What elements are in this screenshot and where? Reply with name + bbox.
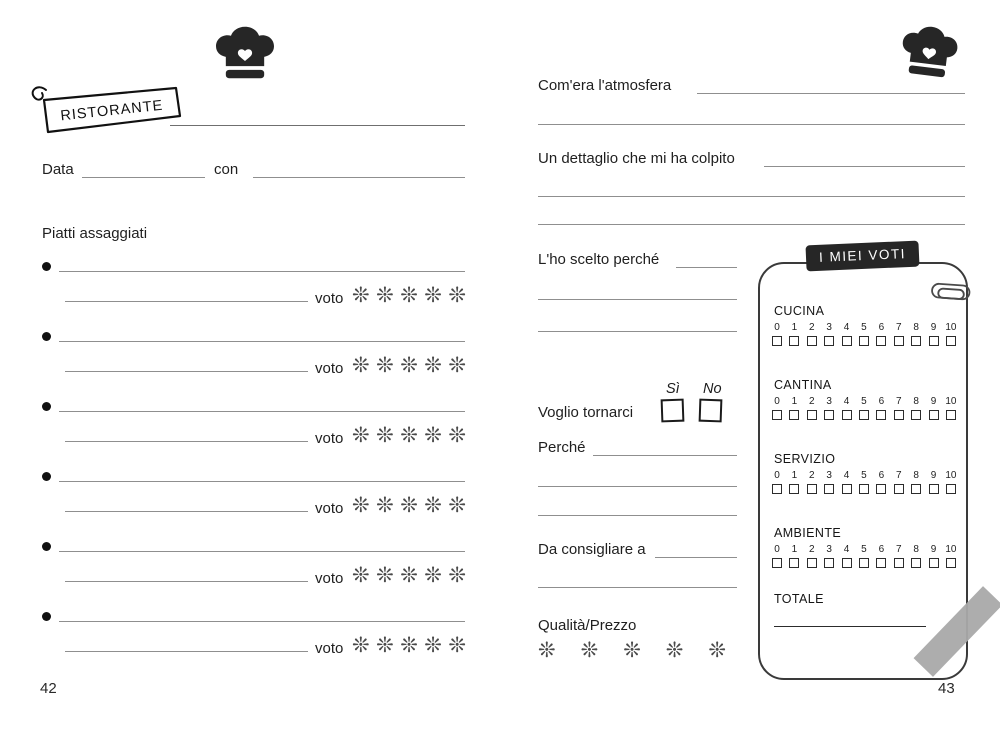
ristorante-banner — [28, 82, 183, 144]
scale-cell — [910, 396, 922, 420]
paperclip-icon — [929, 280, 973, 310]
perche-label: Perché — [538, 439, 586, 456]
scale-number: 1 — [791, 322, 798, 333]
scale-cell — [823, 396, 835, 420]
star-icon[interactable]: ❊ — [580, 639, 599, 662]
star-icon[interactable]: ❊ — [448, 634, 466, 657]
scale-cell — [823, 322, 835, 346]
atmosfera-writing-line[interactable] — [538, 124, 965, 125]
ambiente-scale — [771, 544, 957, 568]
no-checkbox[interactable] — [699, 399, 723, 423]
vote-checkbox[interactable] — [894, 484, 904, 494]
vote-checkbox[interactable] — [824, 410, 834, 420]
voto-label: voto — [315, 360, 344, 377]
scale-number: 3 — [826, 322, 832, 333]
vote-checkbox[interactable] — [876, 558, 886, 568]
voto-label: voto — [315, 570, 344, 587]
dish-writing-line[interactable] — [65, 511, 308, 512]
scale-number: 7 — [895, 396, 902, 407]
piatti-assaggiati-label: Piatti assaggiati — [42, 225, 148, 242]
dish-entry — [42, 254, 465, 324]
page-number-right: 43 — [938, 680, 955, 697]
scale-number: 6 — [878, 322, 885, 333]
vote-checkbox[interactable] — [946, 558, 956, 568]
vote-checkbox[interactable] — [876, 336, 886, 346]
vote-checkbox[interactable] — [946, 484, 956, 494]
scale-number: 6 — [878, 470, 885, 481]
bullet-icon — [42, 612, 51, 621]
consigliare-writing-line[interactable] — [655, 557, 737, 558]
scelto-writing-line[interactable] — [676, 267, 737, 268]
atmosfera-writing-line[interactable] — [697, 93, 965, 94]
vote-checkbox[interactable] — [929, 558, 939, 568]
vote-checkbox[interactable] — [929, 484, 939, 494]
scale-number: 8 — [913, 470, 919, 481]
scale-number: 8 — [913, 396, 919, 407]
scale-number: 5 — [861, 470, 867, 481]
bullet-icon — [42, 332, 51, 341]
dettaglio-writing-line[interactable] — [538, 196, 965, 197]
scale-number: 5 — [861, 322, 867, 333]
scale-cell — [893, 544, 905, 568]
cantina-scale — [771, 396, 957, 420]
scale-number: 0 — [774, 396, 780, 407]
qualita-stars — [538, 640, 726, 661]
vote-checkbox[interactable] — [772, 484, 782, 494]
scale-number: 2 — [809, 396, 815, 407]
star-icon[interactable]: ❊ — [400, 564, 418, 587]
vote-checkbox[interactable] — [824, 336, 834, 346]
scale-number: 1 — [791, 470, 798, 481]
chef-hat-icon — [895, 20, 964, 87]
vote-checkbox[interactable] — [807, 558, 817, 568]
category-label-ambiente: AMBIENTE — [774, 526, 842, 540]
scale-cell — [875, 544, 887, 568]
dish-writing-line[interactable] — [59, 621, 465, 622]
scale-number: 0 — [774, 544, 780, 555]
dettaglio-writing-line[interactable] — [764, 166, 965, 167]
scale-number: 9 — [930, 396, 937, 407]
consigliare-writing-line[interactable] — [538, 587, 737, 588]
vote-checkbox[interactable] — [894, 410, 904, 420]
scale-number: 8 — [913, 322, 919, 333]
scale-number: 2 — [809, 544, 815, 555]
scale-number: 5 — [861, 396, 867, 407]
scale-cell — [806, 396, 818, 420]
star-icon[interactable]: ❊ — [376, 494, 394, 517]
scale-cell — [893, 470, 905, 494]
totale-label: TOTALE — [774, 592, 824, 606]
dish-writing-line[interactable] — [59, 551, 465, 552]
scale-cell — [806, 322, 818, 346]
data-writing-line[interactable] — [82, 177, 205, 178]
star-icon[interactable]: ❊ — [400, 424, 418, 447]
banner-curl — [33, 87, 46, 99]
vote-checkbox[interactable] — [789, 336, 799, 346]
no-label: No — [703, 381, 722, 397]
dish-writing-line[interactable] — [65, 441, 308, 442]
qualita-prezzo-label: Qualità/Prezzo — [538, 617, 637, 634]
ristorante-label: RISTORANTE — [59, 97, 165, 125]
scale-cell — [945, 396, 957, 420]
vote-checkbox[interactable] — [929, 336, 939, 346]
star-icon[interactable]: ❊ — [448, 564, 466, 587]
scale-number: 10 — [945, 470, 957, 481]
star-icon[interactable]: ❊ — [538, 639, 556, 662]
perche-writing-line[interactable] — [593, 455, 737, 456]
star-icon[interactable]: ❊ — [400, 634, 418, 657]
star-icon[interactable]: ❊ — [448, 284, 466, 307]
scale-cell — [806, 470, 818, 494]
star-icon[interactable]: ❊ — [400, 354, 418, 377]
scale-cell — [841, 470, 853, 494]
scale-number: 9 — [930, 544, 937, 555]
scale-cell — [806, 544, 818, 568]
vote-checkbox[interactable] — [876, 484, 886, 494]
star-icon[interactable]: ❊ — [424, 354, 442, 377]
dish-writing-line[interactable] — [65, 371, 308, 372]
scale-number: 9 — [930, 322, 937, 333]
dish-writing-line[interactable] — [59, 411, 465, 412]
star-icon[interactable]: ❊ — [665, 639, 684, 662]
scale-number: 10 — [945, 396, 957, 407]
voto-label: voto — [315, 430, 344, 447]
scale-number: 5 — [861, 544, 867, 555]
star-icon[interactable]: ❊ — [424, 494, 442, 517]
vote-checkbox[interactable] — [894, 558, 904, 568]
star-icon[interactable]: ❊ — [376, 354, 394, 377]
scale-number: 6 — [878, 396, 885, 407]
scale-cell — [858, 322, 870, 346]
star-icon[interactable]: ❊ — [400, 494, 418, 517]
scale-number: 4 — [843, 544, 850, 555]
cucina-scale — [771, 322, 957, 346]
scale-cell — [910, 544, 922, 568]
vote-checkbox[interactable] — [946, 410, 956, 420]
category-label-servizio: SERVIZIO — [774, 452, 836, 466]
star-icon[interactable]: ❊ — [352, 564, 370, 587]
scelto-writing-line[interactable] — [538, 299, 737, 300]
scale-number: 4 — [843, 396, 850, 407]
star-icon[interactable]: ❊ — [424, 284, 442, 307]
voto-stars — [352, 635, 466, 656]
star-icon[interactable]: ❊ — [352, 494, 370, 517]
scale-cell — [945, 544, 957, 568]
vote-checkbox[interactable] — [911, 484, 921, 494]
scale-cell — [910, 470, 922, 494]
atmosfera-label: Com'era l'atmosfera — [538, 77, 672, 94]
vote-checkbox[interactable] — [842, 336, 852, 346]
star-icon[interactable]: ❊ — [376, 564, 394, 587]
scelto-label: L'ho scelto perché — [538, 251, 660, 268]
scale-cell — [875, 470, 887, 494]
scale-cell — [823, 470, 835, 494]
star-icon[interactable]: ❊ — [623, 639, 641, 662]
vote-checkbox[interactable] — [842, 484, 852, 494]
scale-cell — [858, 544, 870, 568]
scale-cell — [858, 396, 870, 420]
scale-cell — [893, 396, 905, 420]
dish-writing-line[interactable] — [65, 581, 308, 582]
scale-cell — [771, 322, 783, 346]
vote-checkbox[interactable] — [824, 558, 834, 568]
dish-writing-line[interactable] — [65, 651, 308, 652]
scale-cell — [841, 396, 853, 420]
scale-cell — [771, 470, 783, 494]
si-checkbox[interactable] — [661, 399, 685, 423]
scale-number: 2 — [809, 470, 815, 481]
star-icon[interactable]: ❊ — [424, 634, 442, 657]
scale-number: 0 — [774, 322, 780, 333]
scale-cell — [893, 322, 905, 346]
dish-entry — [42, 534, 465, 604]
scale-number: 9 — [930, 470, 937, 481]
scale-cell — [875, 396, 887, 420]
scale-cell — [928, 322, 940, 346]
scale-number: 3 — [826, 544, 832, 555]
voto-stars — [352, 425, 466, 446]
scale-number: 4 — [843, 470, 850, 481]
scale-number: 7 — [895, 544, 902, 555]
scale-cell — [788, 544, 800, 568]
scale-cell — [945, 470, 957, 494]
voto-label: voto — [315, 500, 344, 517]
dish-entry — [42, 604, 465, 674]
vote-checkbox[interactable] — [929, 410, 939, 420]
scale-number: 7 — [895, 470, 902, 481]
voto-label: voto — [315, 640, 344, 657]
scale-cell — [771, 544, 783, 568]
vote-checkbox[interactable] — [859, 558, 869, 568]
vote-checkbox[interactable] — [842, 410, 852, 420]
voto-stars — [352, 495, 466, 516]
scale-number: 3 — [826, 396, 832, 407]
star-icon[interactable]: ❊ — [376, 284, 394, 307]
dish-entry — [42, 394, 465, 464]
scale-cell — [928, 470, 940, 494]
vote-checkbox[interactable] — [772, 336, 782, 346]
star-icon[interactable]: ❊ — [400, 284, 418, 307]
voto-stars — [352, 285, 466, 306]
scale-cell — [823, 544, 835, 568]
dish-writing-line[interactable] — [59, 271, 465, 272]
star-icon[interactable]: ❊ — [376, 424, 394, 447]
star-icon[interactable]: ❊ — [376, 634, 394, 657]
scale-number: 6 — [878, 544, 885, 555]
star-icon[interactable]: ❊ — [424, 564, 442, 587]
con-writing-line[interactable] — [253, 177, 465, 178]
scale-cell — [910, 322, 922, 346]
data-label: Data — [42, 161, 74, 178]
star-icon[interactable]: ❊ — [352, 634, 370, 657]
star-icon[interactable]: ❊ — [352, 284, 370, 307]
servizio-scale — [771, 470, 957, 494]
star-icon[interactable]: ❊ — [708, 639, 726, 662]
category-label-cucina: CUCINA — [774, 304, 825, 318]
voti-panel-title: I MIEI VOTI — [805, 241, 919, 272]
voto-stars — [352, 355, 466, 376]
dettaglio-writing-line[interactable] — [538, 224, 965, 225]
dish-entry — [42, 324, 465, 394]
bullet-icon — [42, 262, 51, 271]
vote-checkbox[interactable] — [772, 410, 782, 420]
scale-number: 8 — [913, 544, 919, 555]
vote-checkbox[interactable] — [859, 484, 869, 494]
scale-number: 7 — [895, 322, 902, 333]
vote-checkbox[interactable] — [911, 336, 921, 346]
scale-cell — [771, 396, 783, 420]
star-icon[interactable]: ❊ — [352, 354, 370, 377]
si-label: Sì — [666, 381, 680, 397]
totale-writing-line[interactable] — [774, 626, 926, 627]
voti-panel — [758, 262, 968, 680]
vote-checkbox[interactable] — [859, 336, 869, 346]
scale-number: 4 — [843, 322, 850, 333]
scale-cell — [788, 322, 800, 346]
scale-cell — [875, 322, 887, 346]
scale-number: 2 — [809, 322, 815, 333]
vote-checkbox[interactable] — [911, 410, 921, 420]
star-icon[interactable]: ❊ — [448, 494, 466, 517]
vote-checkbox[interactable] — [807, 336, 817, 346]
vote-checkbox[interactable] — [842, 558, 852, 568]
scale-number: 1 — [791, 396, 798, 407]
vote-checkbox[interactable] — [807, 410, 817, 420]
dish-writing-line[interactable] — [59, 341, 465, 342]
vote-checkbox[interactable] — [807, 484, 817, 494]
voto-label: voto — [315, 290, 344, 307]
star-icon[interactable]: ❊ — [448, 424, 466, 447]
bullet-icon — [42, 402, 51, 411]
vote-checkbox[interactable] — [911, 558, 921, 568]
dish-writing-line[interactable] — [65, 301, 308, 302]
vote-checkbox[interactable] — [772, 558, 782, 568]
vote-checkbox[interactable] — [859, 410, 869, 420]
scale-number: 10 — [945, 322, 957, 333]
voto-stars — [352, 565, 466, 586]
chef-hat-icon — [212, 24, 278, 87]
bullet-icon — [42, 472, 51, 481]
page-number-left: 42 — [40, 680, 57, 697]
scale-cell — [841, 322, 853, 346]
vote-checkbox[interactable] — [946, 336, 956, 346]
dish-writing-line[interactable] — [59, 481, 465, 482]
scelto-writing-line[interactable] — [538, 331, 737, 332]
consigliare-label: Da consigliare a — [538, 541, 646, 558]
vote-checkbox[interactable] — [789, 484, 799, 494]
vote-checkbox[interactable] — [876, 410, 886, 420]
star-icon[interactable]: ❊ — [424, 424, 442, 447]
star-icon[interactable]: ❊ — [448, 354, 466, 377]
scale-cell — [788, 470, 800, 494]
scale-cell — [788, 396, 800, 420]
ristorante-name-line[interactable] — [170, 125, 465, 126]
star-icon[interactable]: ❊ — [352, 424, 370, 447]
scale-number: 10 — [945, 544, 957, 555]
dish-entry — [42, 464, 465, 534]
perche-writing-line[interactable] — [538, 486, 737, 487]
tornarci-label: Voglio tornarci — [538, 404, 634, 421]
dettaglio-label: Un dettaglio che mi ha colpito — [538, 150, 735, 167]
scale-cell — [928, 396, 940, 420]
vote-checkbox[interactable] — [789, 558, 799, 568]
category-label-cantina: CANTINA — [774, 378, 832, 392]
vote-checkbox[interactable] — [789, 410, 799, 420]
scale-cell — [858, 470, 870, 494]
scale-cell — [928, 544, 940, 568]
scale-number: 0 — [774, 470, 780, 481]
scale-cell — [841, 544, 853, 568]
con-label: con — [214, 161, 239, 178]
scale-cell — [945, 322, 957, 346]
perche-writing-line[interactable] — [538, 515, 737, 516]
vote-checkbox[interactable] — [824, 484, 834, 494]
scale-number: 1 — [791, 544, 798, 555]
bullet-icon — [42, 542, 51, 551]
vote-checkbox[interactable] — [894, 336, 904, 346]
scale-number: 3 — [826, 470, 832, 481]
